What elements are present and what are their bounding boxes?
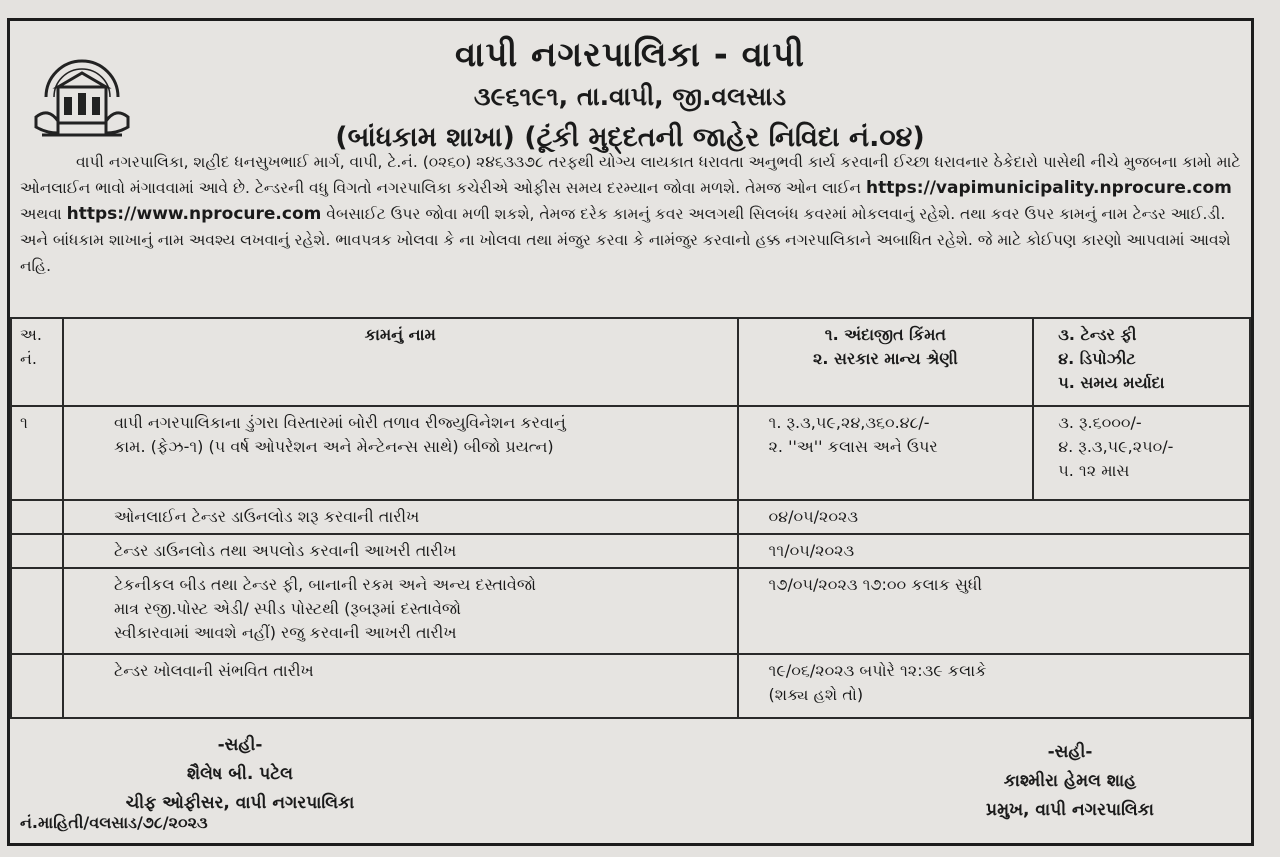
- table-row: [11, 406, 1250, 500]
- municipal-emblem-icon: [28, 37, 136, 145]
- work-name: વાપી નગરપાલિકાના ડુંગરા વિસ્તારમાં બોરી તળાવ રીજ્યુવિનેશન કરવાનું કામ. (ફેઝ-૧) (૫ વર્ષ ઓપરેશન અને મેન્ટેનન્સ સાથે) બીજો પ્રયત્ન): [63, 406, 738, 500]
- schedule-value: ૧૯/૦૬/૨૦૨૩ બપોરે ૧૨:૩૯ કલાકે (શક્ય હશે તો): [738, 654, 1250, 718]
- works-table: [10, 317, 1251, 719]
- notice-header: [140, 33, 1120, 159]
- header-sr: અ. નં.: [11, 318, 63, 406]
- signature-left: [50, 731, 430, 818]
- signature-mark: -સહી-: [217, 735, 263, 755]
- signature-mark: -સહી-: [1047, 742, 1093, 762]
- schedule-label: ટેન્ડર ખોલવાની સંભવિત તારીખ: [63, 654, 738, 718]
- schedule-value: ૧૭/૦૫/૨૦૨૩ ૧૭:૦૦ કલાક સુધી: [738, 568, 1250, 654]
- municipality-address: ૩૯૬૧૯૧, તા.વાપી, જી.વલસાડ: [473, 82, 787, 111]
- nprocure-url: https://www.nprocure.com: [66, 204, 322, 224]
- header-fee: ૩. ટેન્ડર ફી ૪. ડિપોઝીટ ૫. સમય મર્યાદા: [1033, 318, 1250, 406]
- schedule-label: ટેન્ડર ડાઉનલોડ તથા અપલોડ કરવાની આખરી તારીખ: [63, 534, 738, 568]
- paragraph-text-1: વાપી નગરપાલિકા, શહીદ ધનસુખભાઈ માર્ગ, વાપી, ટે.નં. (૦૨૬૦) ૨૪૬૩૩૭૮ તરફથી યોગ્ય લાયકાત ધરાવતા અનુભવી કાર્ય કરવાની ઈચ્છા ધરાવનાર ઠેકેદારો પાસેથી નીચે મુજબના કામો માટે ઓનલાઈન ભાવો મંગાવવામાં આવે છે. ટેન્ડરની વધુ વિગતો નગરપાલિકા કચેરીએ ઓફીસ સમય દરમ્યાન જોવા મળશે. તેમજ ઓન લાઈન: [20, 153, 1241, 197]
- signatory-name: શૈલેષ બી. પટેલ: [186, 764, 294, 784]
- schedule-label: ઓનલાઈન ટેન્ડર ડાઉનલોડ શરૂ કરવાની તારીખ: [63, 500, 738, 534]
- schedule-row: [11, 534, 1250, 568]
- schedule-value: ૦૪/૦૫/૨૦૨૩: [738, 500, 1250, 534]
- paragraph-text-3: વેબસાઈટ ઉપર જોવા મળી શકશે, તેમજ દરેક કામનું કવર અલગથી સિલબંધ કવરમાં મોકલવાનું રહેશે. તથા કવર ઉપર કામનું નામ ટેન્ડર આઈ.ડી. અને બાંધકામ શાખાનું નામ અવશ્ય લખવાનું રહેશે. ભાવપત્રક ખોલવા કે ના ખોલવા તથા મંજુર કરવા કે નામંજુર કરવાનો હક્ક નગરપાલિકાને અબાધિત રહેશે. જે માટે કોઈપણ કારણો આપવામાં આવશે નહિ.: [20, 205, 1231, 275]
- schedule-label: ટેકનીકલ બીડ તથા ટેન્ડર ફી, બાનાની રકમ અને અન્ય દસ્તાવેજો માત્ર રજી.પોસ્ટ એડી/ સ્પીડ પોસ્ટથી (રૂબરૂમાં દસ્તાવેજો સ્વીકારવામાં આવશે નહીં) રજુ કરવાની આખરી તારીખ: [63, 568, 738, 654]
- notice-subtitle: (બાંધકામ શાખા) (ટૂંકી મુદ્દતની જાહેર નિવિદા નં.૦૪): [335, 122, 925, 153]
- signatory-designation: પ્રમુખ, વાપી નગરપાલિકા: [986, 800, 1154, 820]
- work-cost: ૧. રૂ.૩,૫૯,૨૪,૩૬૦.૪૮/- ૨. ''અ'' કલાસ અને ઉપર: [738, 406, 1034, 500]
- signatory-designation: ચીફ ઓફીસર, વાપી નગરપાલિકા: [125, 793, 355, 813]
- paragraph-text-2: અથવા: [20, 205, 62, 223]
- header-cost: ૧. અંદાજીત કિંમત ૨. સરકાર માન્ય શ્રેણી: [738, 318, 1034, 406]
- schedule-row: [11, 568, 1250, 654]
- municipality-url: https://vapimunicipality.nprocure.com: [866, 178, 1232, 198]
- signature-right: [920, 738, 1220, 825]
- signatory-name: કાશ્મીરા હેમલ શાહ: [1003, 771, 1137, 791]
- notice-paragraph: [20, 149, 1242, 279]
- schedule-row: [11, 500, 1250, 534]
- schedule-row: [11, 654, 1250, 718]
- work-sr: ૧: [11, 406, 63, 500]
- municipality-title: વાપી નગરપાલિકા - વાપી: [454, 35, 806, 75]
- header-work-name: કામનું નામ: [63, 318, 738, 406]
- schedule-value: ૧૧/૦૫/૨૦૨૩: [738, 534, 1250, 568]
- reference-number: નં.માહિતી/વલસાડ/૭૮/૨૦૨૩: [20, 813, 208, 832]
- work-fee: ૩. રૂ.૬૦૦૦/- ૪. રૂ.૩,૫૯,૨૫૦/- ૫. ૧૨ માસ: [1033, 406, 1250, 500]
- notice-frame: [7, 18, 1254, 846]
- table-header-row: [11, 318, 1250, 406]
